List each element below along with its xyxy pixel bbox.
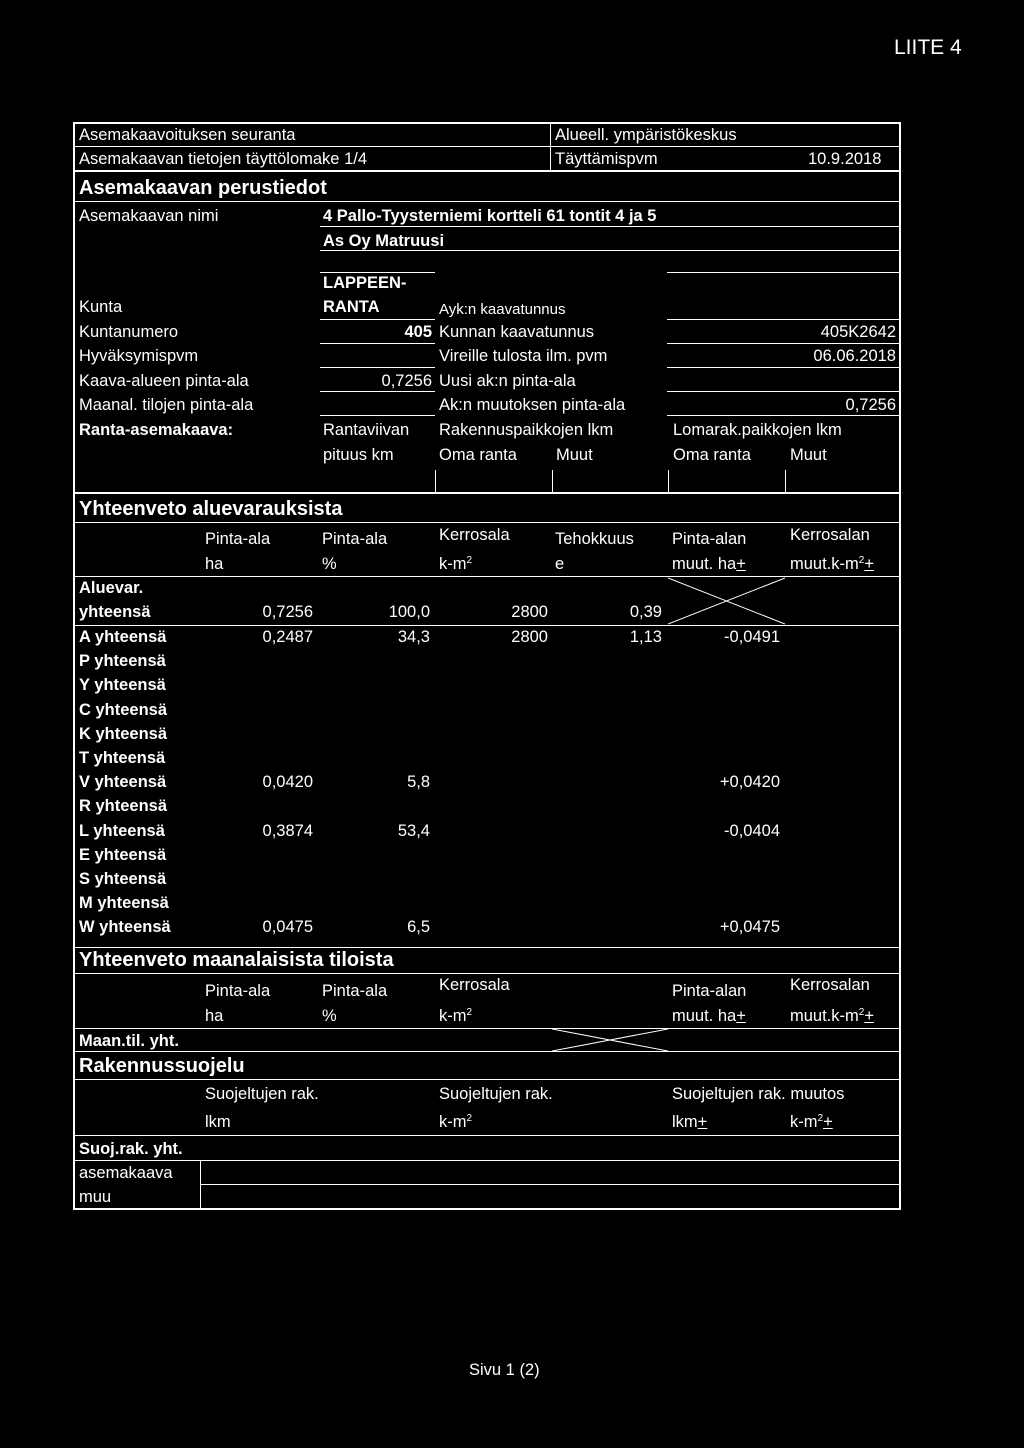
municipality-number-underline [320,343,435,344]
municipality-underline [320,319,435,320]
initiation-date-underline [667,367,900,368]
frame-top [73,122,901,124]
total-area-ha: 0,7256 [262,603,313,621]
municipal-plan-code-underline [667,343,900,344]
row-label: S yhteensä [79,870,167,888]
plan-name-line1: 4 Pallo-Tyysterniemi kortteli 61 tontit 4 ja 5 [323,207,657,225]
change-area-label: Ak:n muutoksen pinta-ala [439,396,626,414]
plan-area-underline [320,391,435,392]
plan-name-line2: As Oy Matruusi [323,232,445,250]
underground-area-label: Maanal. tilojen pinta-ala [79,396,254,414]
land-use-total-cross [668,577,785,625]
ayk-code-label: Ayk:n kaavatunnus [439,301,566,318]
header-title-2: Asemakaavan tietojen täyttölomake 1/4 [79,150,368,168]
row-label: R yhteensä [79,797,168,815]
page-number: Sivu 1 (2) [469,1361,540,1379]
prot-header-change-floor: $k-m^2+$ [790,1113,833,1131]
header-floor-change-line2: $muut.k-m^2+$ [790,555,874,573]
row-area-pct: 6,5 [407,918,430,936]
header-floor-change-line1: Kerrosalan [790,526,870,544]
row-label: W yhteensä [79,918,171,936]
header-divider-2 [75,170,900,172]
row-label: E yhteensä [79,846,167,864]
ug-header-area-change-2: muut. ha+ [672,1007,746,1025]
land-use-total-label-1: Aluevar. [79,579,144,597]
shoreline-label-2: pituus km [323,446,394,464]
own-shore-label-1: Oma ranta [439,446,517,464]
row-label: P yhteensä [79,652,166,670]
protection-title-underline [75,1079,900,1080]
ug-header-area-pct-2: % [322,1007,337,1025]
land-use-total-label-2: yhteensä [79,603,151,621]
own-shore-label-2: Oma ranta [673,446,751,464]
header-area-ha-line1: Pinta-ala [205,530,271,548]
row-area-ha: 0,2487 [262,628,313,646]
shore-col-divider-4 [785,470,786,492]
frame-bottom [73,1208,901,1210]
header-area-pct-line1: Pinta-ala [322,530,388,548]
total-area-pct: 100,0 [388,603,430,621]
building-sites-label: Rakennuspaikkojen lkm [439,421,614,439]
protection-plan-underline [200,1184,900,1185]
underground-total-label: Maan.til. yht. [79,1032,179,1050]
ug-header-area-pct-1: Pinta-ala [322,982,388,1000]
row-label: V yhteensä [79,773,167,791]
shore-plan-label: Ranta-asemakaava: [79,421,234,439]
row-area-ha: 0,3874 [262,822,313,840]
other-label-2: Muut [790,446,827,464]
new-plan-area-underline [667,391,900,392]
underground-header-underline [75,1028,900,1029]
frame-left [73,122,75,1210]
underground-area-underline [320,415,435,416]
plan-name-label: Asemakaavan nimi [79,207,219,225]
prot-header-floor-2: $k-m^2$ [439,1113,473,1131]
municipality-number-value: 405 [404,323,432,341]
municipality-value-1: LAPPEEN- [323,274,407,292]
municipality-top-rule [320,272,435,273]
change-area-value: 0,7256 [845,396,896,414]
header-floor-area-line1: Kerrosala [439,526,510,544]
ug-header-area-change-1: Pinta-alan [672,982,747,1000]
header-area-pct-line2: % [322,555,337,573]
total-efficiency: 0,39 [629,603,662,621]
row-label: A yhteensä [79,628,167,646]
header-fill-date: 10.9.2018 [808,150,882,168]
prot-header-count-2: lkm [205,1113,231,1131]
page-label: LIITE 4 [894,36,962,59]
row-area-change: +0,0475 [719,918,780,936]
row-area-change: -0,0491 [724,628,780,646]
frame-right [899,122,901,1210]
row-area-ha: 0,0420 [262,773,313,791]
municipal-plan-code-label: Kunnan kaavatunnus [439,323,595,341]
holiday-sites-label: Lomarak.paikkojen lkm [673,421,842,439]
protection-other-label: muu [79,1188,112,1206]
protection-plan-label: asemakaava [79,1164,173,1182]
ayk-code-top-rule [667,272,900,273]
underground-title: Yhteenveto maanalaisista tiloista [79,949,394,971]
change-area-underline [667,415,900,416]
prot-header-change-1: Suojeltujen rak. muutos [672,1085,845,1103]
prot-header-floor-1: Suojeltujen rak. [439,1085,553,1103]
plan-area-value: 0,7256 [381,372,432,390]
header-area-change-line1: Pinta-alan [672,530,747,548]
shore-col-divider-3 [668,470,669,492]
header-area-ha-line2: ha [205,555,224,573]
shore-col-divider-1 [435,470,436,492]
municipality-label: Kunta [79,298,123,316]
row-area-change: +0,0420 [719,773,780,791]
approval-date-underline [320,367,435,368]
ug-header-floor-area-1: Kerrosala [439,976,510,994]
basics-bottom-rule [75,492,900,494]
municipality-number-label: Kuntanumero [79,323,179,341]
prot-header-change-count: lkm+ [672,1113,708,1131]
underground-total-cross [552,1028,668,1052]
ug-header-area-ha-1: Pinta-ala [205,982,271,1000]
approval-date-label: Hyväksymispvm [79,347,199,365]
row-label: L yhteensä [79,822,165,840]
shore-col-divider-2 [552,470,553,492]
row-label: Y yhteensä [79,676,166,694]
protection-label-divider [200,1160,201,1208]
header-efficiency-line1: Tehokkuus [555,530,634,548]
ug-header-area-ha-2: ha [205,1007,224,1025]
row-area-pct: 53,4 [397,822,430,840]
municipal-plan-code-value: 405K2642 [820,323,896,341]
header-divider-1 [75,146,900,147]
underground-top-rule [75,947,900,948]
basics-title-underline [75,201,900,202]
row-area-pct: 5,8 [407,773,430,791]
row-area-ha: 0,0475 [262,918,313,936]
land-use-title-underline [75,522,900,523]
row-area-pct: 34,3 [397,628,430,646]
municipality-value-2: RANTA [323,298,380,316]
protection-header-underline [75,1135,900,1136]
row-label: M yhteensä [79,894,169,912]
ug-header-floor-area-2: $k-m^2$ [439,1007,473,1025]
initiation-date-label: Vireille tulosta ilm. pvm [439,347,608,365]
plan-area-label: Kaava-alueen pinta-ala [79,372,249,390]
plan-name-underline-1 [320,226,900,227]
shoreline-label-1: Rantaviivan [323,421,410,439]
plan-name-underline-2 [320,250,900,251]
protection-title: Rakennussuojelu [79,1055,245,1077]
basics-title: Asemakaavan perustiedot [79,177,327,199]
underground-total-underline [75,1051,900,1052]
row-label: K yhteensä [79,725,168,743]
header-col-divider [550,123,551,171]
row-label: C yhteensä [79,701,168,719]
land-use-title: Yhteenveto aluevarauksista [79,498,343,520]
header-floor-area-line2: $k-m^2$ [439,555,473,573]
protection-total-label: Suoj.rak. yht. [79,1140,183,1158]
total-floor-area: 2800 [511,603,548,621]
ayk-code-underline [667,319,900,320]
header-efficiency-line2: e [555,555,565,573]
row-label: T yhteensä [79,749,166,767]
initiation-date-value: 06.06.2018 [813,347,896,365]
header-area-change-line2: muut. ha+ [672,555,746,573]
underground-title-underline [75,973,900,974]
new-plan-area-label: Uusi ak:n pinta-ala [439,372,576,390]
header-fill-date-label: Täyttämispvm [555,150,658,168]
header-title-1: Asemakaavoituksen seuranta [79,126,296,144]
row-floor-area: 2800 [511,628,548,646]
land-use-total-underline [75,625,900,626]
prot-header-count-1: Suojeltujen rak. [205,1085,319,1103]
other-label-1: Muut [556,446,593,464]
row-area-change: -0,0404 [724,822,780,840]
ug-header-floor-change-1: Kerrosalan [790,976,870,994]
row-efficiency: 1,13 [629,628,662,646]
header-ymparistokeskus-label: Alueell. ympäristökeskus [555,126,737,144]
protection-total-underline [75,1160,900,1161]
ug-header-floor-change-2: $muut.k-m^2+$ [790,1007,874,1025]
